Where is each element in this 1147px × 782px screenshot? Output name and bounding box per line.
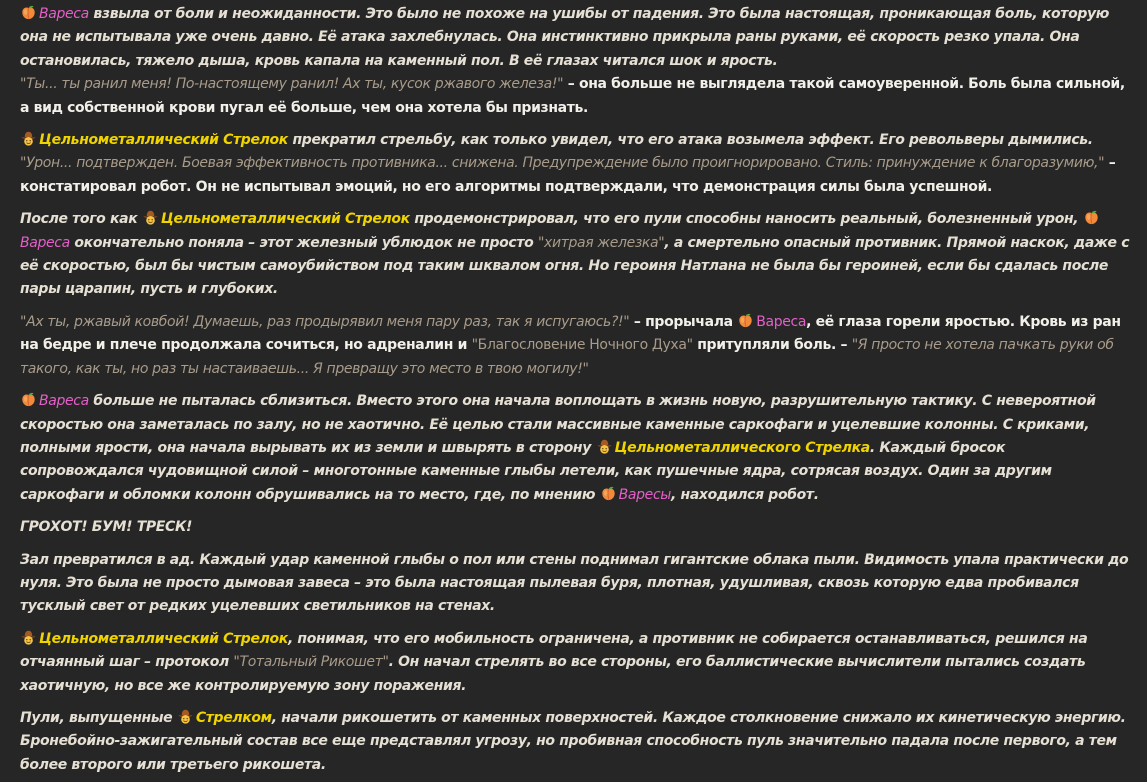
character-name-gunslinger: Цельнометаллический Стрелок	[39, 132, 288, 149]
narration-text: – она больше не выглядела такой самоуверенной. Боль была сильной, а вид собственной крови пугал её больше, чем она хотела бы признать.	[20, 76, 1125, 116]
narration-text: , понимая, что его мобильность ограничена, а противник не собирается останавливаться, решился на отчаянный шаг – протокол	[20, 630, 1088, 671]
narration-text: Пули, выпущенные	[20, 709, 177, 726]
cowboy-icon	[178, 709, 193, 724]
paragraph-5	[20, 390, 1133, 507]
paragraph-9	[20, 707, 1133, 777]
narration-text: прекратил стрельбу, как только увидел, что его атака возымела эффект. Его револьверы дымились.	[287, 132, 1093, 149]
character-name-varesa: Вареса	[756, 313, 807, 330]
character-name-gunslinger: Цельнометаллического Стрелка	[614, 439, 870, 456]
narration-text: , начали рикошетить от каменных поверхностей. Каждое столкновение снижало их кинетическую энергию. Бронебойно-зажигательный состав все еще представлял угрозу, но пробивная способность пуль значительно падала после первого, а тем более второго или третьего рикошета.	[20, 709, 1126, 773]
dialogue-quote: "Я просто не хотела пачкать руки об такого, как ты, но раз ты настаиваешь... Я превращу это место в твою могилу!"	[20, 337, 1114, 377]
peach-icon	[1084, 210, 1099, 225]
character-name-varesa: Варесы	[618, 486, 671, 503]
protocol-name: "Тотальный Рикошет"	[233, 654, 389, 671]
narration-text: взвыла от боли и неожиданности. Это было не похоже на ушибы от падения. Это была настоящая, проникающая боль, которую она не испытывала уже очень давно. Её атака захлебнулась. Она инстинктивно прикрыла раны руками, её скорость резко упала. Она остановилась, тяжело дыша, кровь капала на каменный пол. В её глазах читался шок и ярость.	[20, 6, 1110, 69]
peach-icon	[601, 486, 616, 501]
paragraph-1	[20, 3, 1133, 120]
narration-text: , а смертельно опасный противник. Прямой наскок, даже с её скоростью, был бы чистым самоубийством под таким шквалом огня. Но героиня Натлана не была бы героиней, если бы сдалась после пары царапин, пусть и глубоких.	[20, 234, 1130, 298]
paragraph-3	[20, 208, 1133, 302]
narration-text: окончательно поняла – этот железный ублюдок не просто	[69, 234, 538, 251]
peach-icon	[738, 313, 753, 328]
character-name-varesa: Вареса	[39, 393, 89, 410]
character-name-varesa: Вареса	[39, 6, 89, 22]
narration-text: – констатировал робот. Он не испытывал эмоций, но его алгоритмы подтверждали, что демонстрация силы была успешной.	[20, 155, 1116, 195]
character-name-gunslinger: Цельнометаллический Стрелок	[39, 630, 288, 647]
paragraph-6: ГРОХОТ! БУМ! ТРЕСК!	[20, 519, 193, 536]
dialogue-quote: "Ах ты, ржавый ковбой! Думаешь, раз продырявил меня пару раз, так я испугаюсь?!"	[20, 313, 630, 330]
peach-icon	[21, 5, 36, 20]
paragraph-4	[20, 311, 1133, 381]
peach-icon	[21, 392, 36, 407]
paragraph-8	[20, 628, 1133, 698]
paragraph-2	[20, 129, 1133, 199]
character-name-gunslinger: Цельнометаллический Стрелок	[160, 211, 410, 228]
character-name-gunslinger: Стрелком	[195, 709, 272, 726]
dialogue-quote: "Урон... подтвержден. Боевая эффективность противника... снижена. Предупреждение было проигнорировано. Стиль: принуждение к благоразумию,"	[20, 155, 1105, 172]
narration-text: продемонстрировал, что его пули способны наносить реальный, болезненный урон,	[409, 211, 1083, 228]
dialogue-quote: "Ты... ты ранил меня! По-настоящему ранил! Ах ты, кусок ржавого железа!"	[20, 76, 564, 93]
narration-text: – прорычала	[629, 313, 738, 330]
narration-text: . Он начал стрелять во все стороны, его баллистические вычислители пытались создать хаотичную, но все же контролируемую зону поражения.	[20, 654, 1086, 694]
character-name-varesa: Вареса	[20, 234, 70, 251]
cowboy-icon	[143, 210, 158, 225]
cowboy-icon	[21, 131, 36, 146]
narration-text: После того как	[20, 211, 142, 228]
blessing-name: "Благословение Ночного Духа"	[471, 337, 693, 354]
narration-text: , находился робот.	[671, 486, 819, 503]
narration-text: больше не пыталась сблизиться. Вместо этого она начала воплощать в жизнь новую, разрушительную тактику. С невероятной скоростью она заметалась по залу, но не хаотично. Её целью стали массивные каменные саркофаги и уцелевшие колонны. С криками, полными ярости, она начала вырывать их из земли и швырять в сторону	[20, 393, 1096, 456]
narration-text: притупляли боль. –	[692, 337, 852, 354]
cowboy-icon	[21, 630, 36, 645]
cowboy-icon	[597, 439, 612, 454]
paragraph-7: Зал превратился в ад. Каждый удар каменной глыбы о пол или стены поднимал гигантские облака пыли. Видимость упала практически до нуля. Это была не просто дымовая завеса – это была настоящая пылевая буря, плотная, удушливая, сквозь которую едва пробивался тусклый свет от редких уцелевших светильников на стенах.	[20, 551, 1129, 615]
narration-text: , её глаза горели яростью. Кровь из ран на бедре и плече продолжала сочиться, но адреналин и	[20, 313, 1121, 354]
narration-text: . Каждый бросок сопровождался чудовищной силой – многотонные каменные глыбы летели, как пушечные ядра, сотрясая воздух. Один за другим саркофаги и обломки колонн обрушивались на то место, где, по мнению	[20, 439, 1052, 503]
dialogue-quote: "хитрая железка"	[537, 234, 665, 251]
